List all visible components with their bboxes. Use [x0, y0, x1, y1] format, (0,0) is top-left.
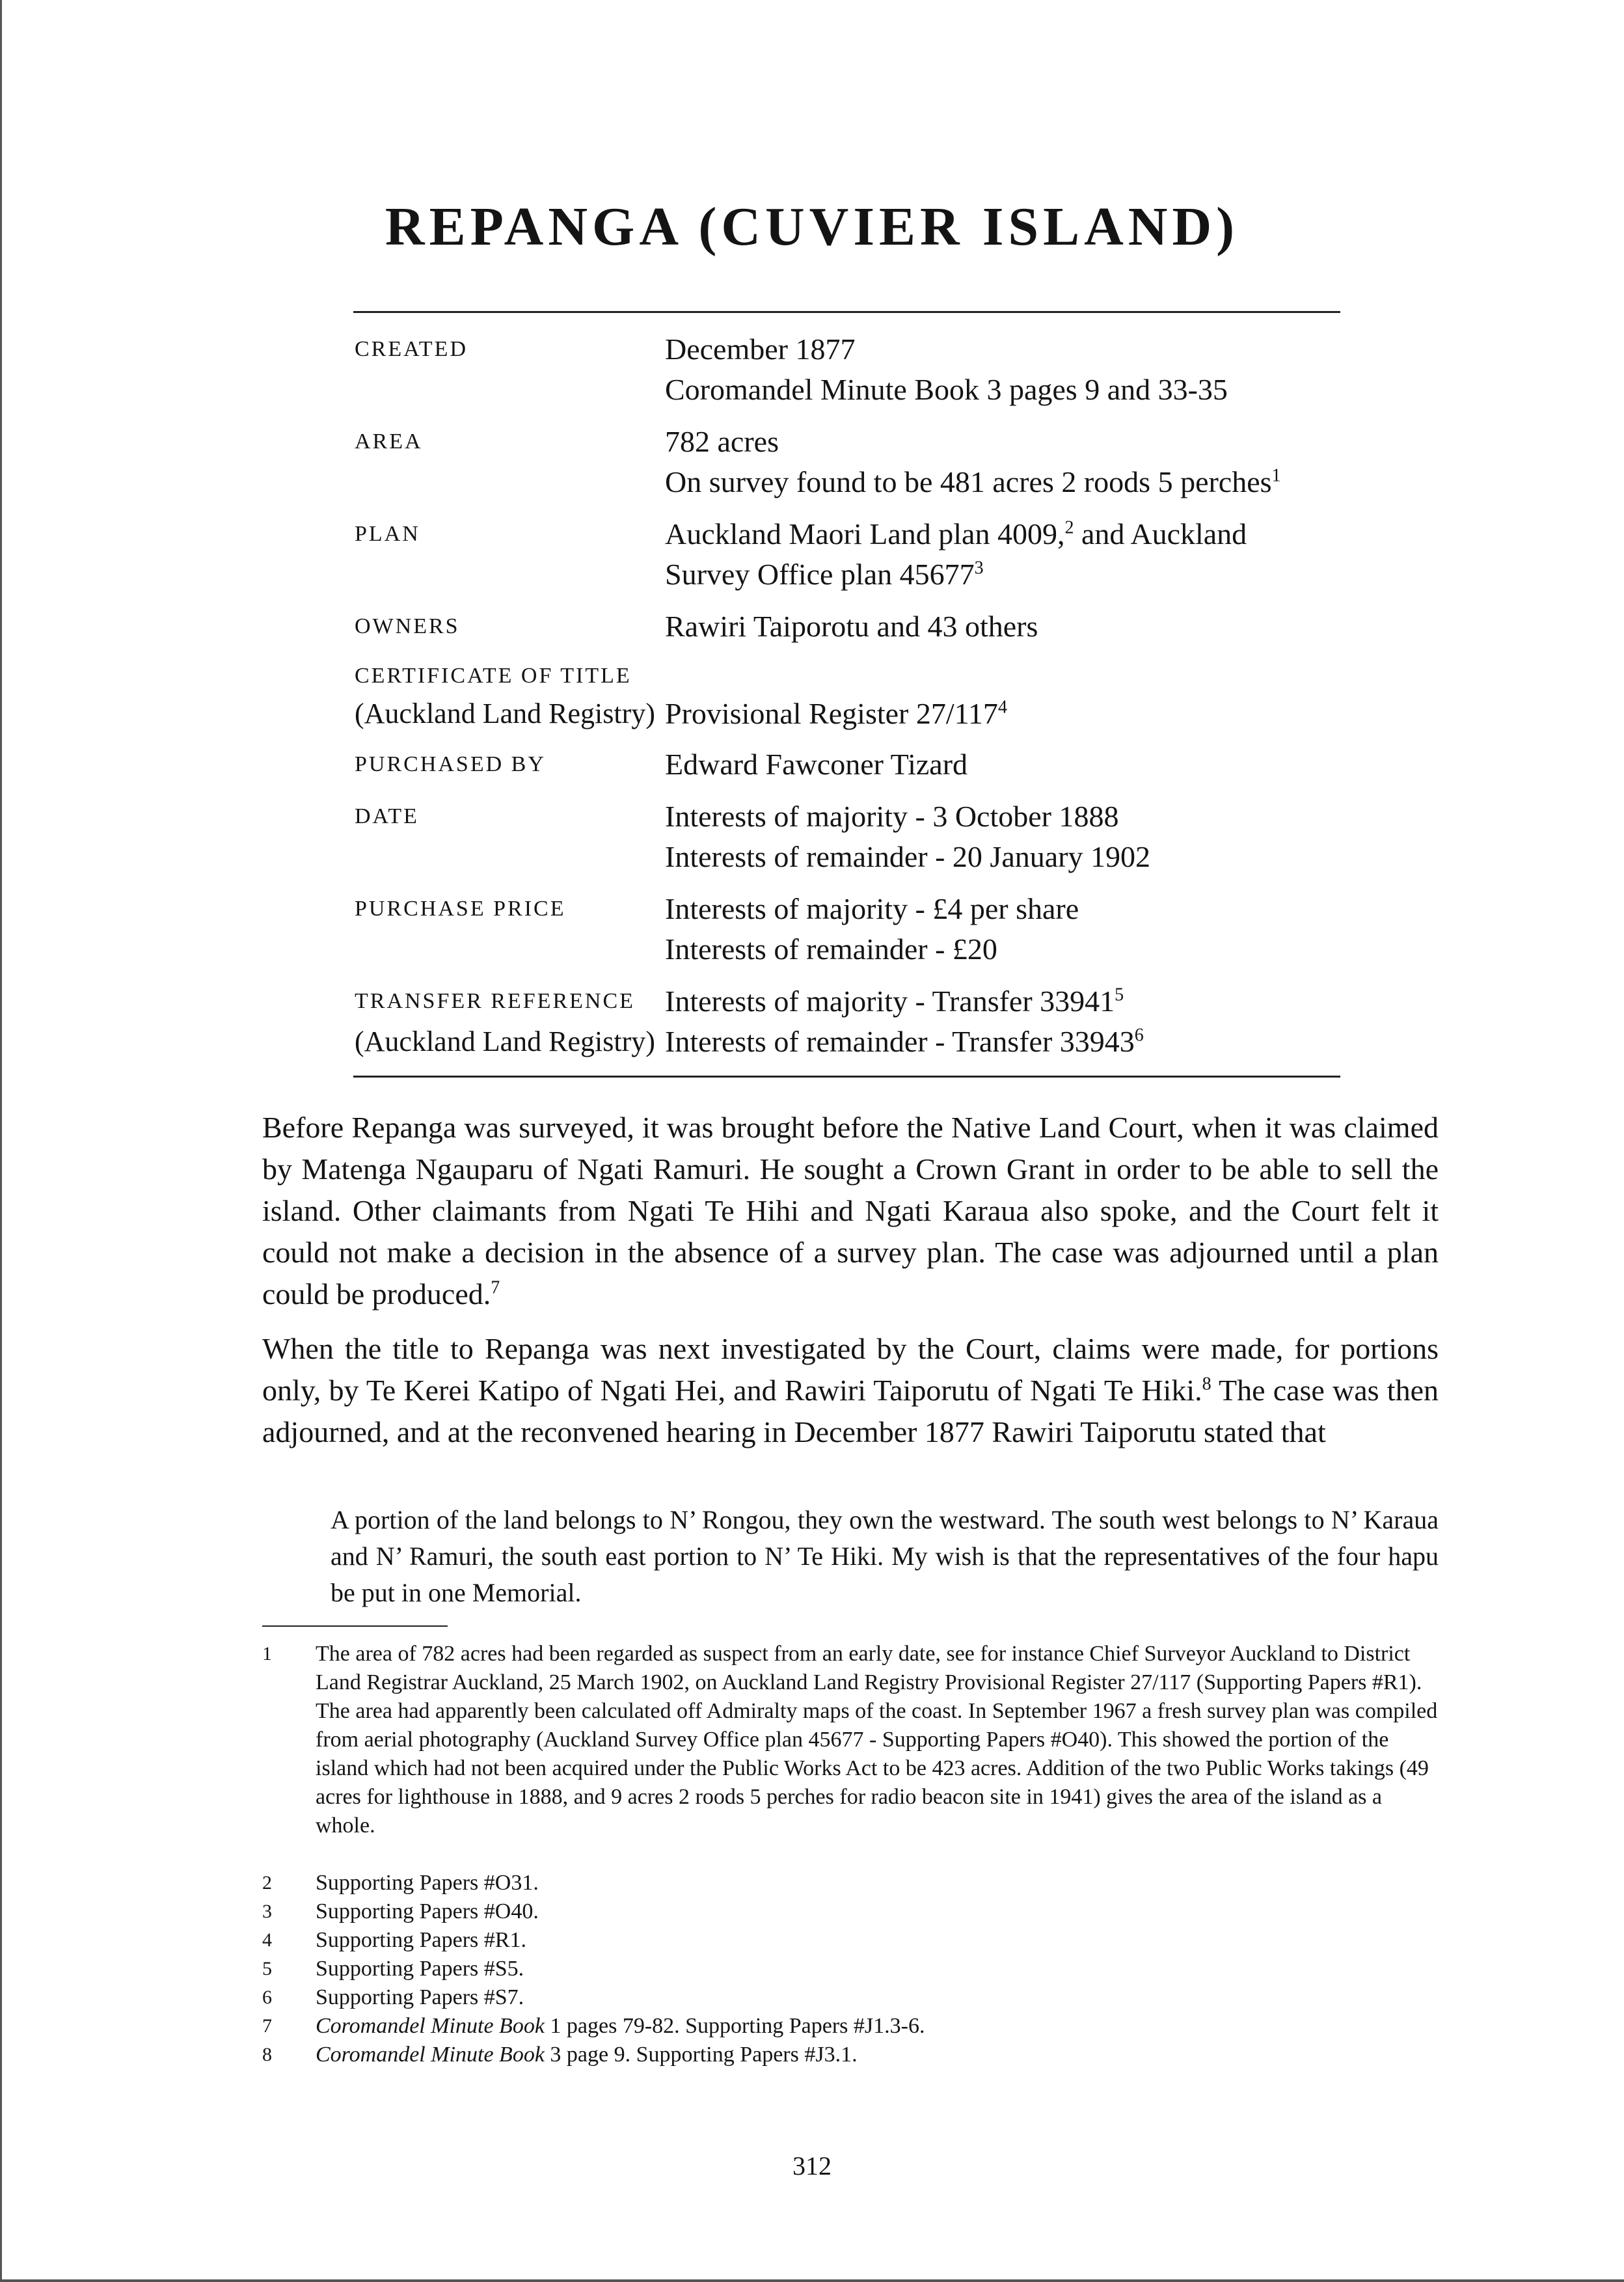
- transfer-value-2: Interests of remainder - Transfer 33943$^6$: [665, 1025, 1144, 1058]
- certificate-value: Provisional Register $27/117^4$: [665, 697, 1007, 730]
- footnote-ref-7: 7: [491, 1277, 500, 1298]
- footnote-ref-5: 5: [1115, 985, 1124, 1005]
- date-value-1: Interests of majority - 3 October 1888: [665, 800, 1119, 833]
- footnote-text: Supporting Papers #R1.: [316, 1928, 526, 1952]
- area-value-2: On survey found to be 481 acres 2 roods 5 perches$^1$: [665, 465, 1281, 498]
- footnote-text: Supporting Papers #O31.: [316, 1871, 539, 1895]
- footnote-text: The area of 782 acres had been regarded as suspect from an early date, see for instance Chief Surveyor Auckland to District Land Registrar Auckland, 25 March 1902, on Auckland Land Registry Provisional Register 27/117 (Supporting Papers #R1). The area had apparently been calculated off Admiralty maps of the coast. In September 1967 a fresh survey plan was compiled from aerial photography (Auckland Survey Office plan 45677 - Supporting Papers #O40). This showed the portion of the island which had not been acquired under the Public Works Act to be 423 acres. Addition of the two Public Works takings (49 acres for lighthouse in 1888, and 9 acres 2 roods 5 perches for radio beacon site in 1941) gives the area of the island as a whole.: [316, 1642, 1438, 1838]
- footnote-number: 4: [262, 1929, 272, 1951]
- footnote-ref-3: 3: [974, 558, 984, 578]
- footnote-1: [262, 1640, 1439, 1869]
- summary-table: [353, 311, 1340, 1078]
- page-title: REPANGA (CUVIER ISLAND): [385, 197, 1239, 257]
- footnote-ref-6: 6: [1134, 1025, 1144, 1046]
- plan-label: PLAN: [355, 522, 420, 546]
- transfer-label: TRANSFER REFERENCE: [355, 989, 635, 1013]
- certificate-label: CERTIFICATE OF TITLE: [355, 664, 632, 688]
- footnote-ref-2: 2: [1064, 517, 1074, 538]
- body-paragraph-2: When the title to Repanga was next investigated by the Court, claims were made, for portions only, by Te Kerei Katipo of Ngati Hei, and Rawiri Taiporutu of Ngati Te Hiki.$^8$ The case was then adjourned, and at the reconvened hearing in December 1877 Rawiri Taiporutu stated that: [262, 1332, 1439, 1448]
- created-label: CREATED: [355, 337, 468, 361]
- purchased-value: Edward Fawconer Tizard: [665, 748, 968, 781]
- footnote-ref-1: 1: [1271, 465, 1281, 486]
- price-label: PURCHASE PRICE: [355, 897, 566, 921]
- footnote-text: Coromandel Minute Book 1 pages 79-82. Supporting Papers #J1.3-6.: [316, 2014, 925, 2038]
- area-label: AREA: [355, 429, 423, 454]
- created-value-1: December 1877: [665, 333, 856, 366]
- footnote-number: 2: [262, 1872, 272, 1894]
- created-value-2: Coromandel Minute Book 3 pages 9 and 33-35: [665, 373, 1228, 406]
- footnote-number: 6: [262, 1987, 272, 2008]
- footnote-ref-8: 8: [1202, 1374, 1211, 1394]
- footnote-number: 5: [262, 1958, 272, 1979]
- plan-value-2: Survey Office plan 45677$^3$: [665, 558, 984, 591]
- left-border: [0, 0, 2, 2282]
- transfer-value-1: Interests of majority - Transfer 33941$^5$: [665, 985, 1124, 1018]
- plan-value-1: Auckland Maori Land plan 4009,$^2$ and Auckland: [665, 517, 1247, 550]
- price-value-1: Interests of majority - £4 per share: [665, 892, 1079, 925]
- date-label: DATE: [355, 804, 419, 828]
- footnote-number: 1: [262, 1643, 272, 1664]
- footnote-text: Coromandel Minute Book 3 page 9. Supporting Papers #J3.1.: [316, 2043, 858, 2067]
- purchased-label: PURCHASED BY: [355, 752, 546, 776]
- footnote-number: 8: [262, 2044, 272, 2065]
- footnote-text: Supporting Papers #S5.: [316, 1957, 524, 1981]
- area-value-1: 782 acres: [665, 425, 779, 458]
- price-value-2: Interests of remainder - £20: [665, 932, 997, 966]
- certificate-sublabel: (Auckland Land Registry): [355, 698, 655, 729]
- bottom-border: [0, 2279, 1624, 2282]
- owners-label: OWNERS: [355, 614, 460, 638]
- footnote-separator: [262, 1625, 448, 1627]
- footnote-text: Supporting Papers #S7.: [316, 1985, 524, 2009]
- body-paragraph-1: Before Repanga was surveyed, it was brought before the Native Land Court, when it was claimed by Matenga Ngauparu of Ngati Ramuri. He sought a Crown Grant in order to be able to sell the island. Other claimants from Ngati Te Hihi and Ngati Karaua also spoke, and the Court felt it could not make a decision in the absence of a survey plan. The case was adjourned until a plan could be produced.$^7$: [262, 1111, 1439, 1311]
- footnote-text: Supporting Papers #O40.: [316, 1899, 539, 1923]
- transfer-sublabel: (Auckland Land Registry): [355, 1026, 655, 1057]
- footnote-number: 3: [262, 1901, 272, 1922]
- date-value-2: Interests of remainder - 20 January 1902: [665, 840, 1150, 873]
- footnote-ref-4: 4: [997, 697, 1007, 718]
- block-quote: A portion of the land belongs to N’ Rongou, they own the westward. The south west belongs to N’ Karaua and N’ Ramuri, the south east portion to N’ Te Hiki. My wish is that the representatives of the four hapu be put in one Memorial.: [331, 1505, 1439, 1607]
- footnote-number: 7: [262, 2015, 272, 2037]
- owners-value: Rawiri Taiporotu and 43 others: [665, 610, 1038, 643]
- page-number: 312: [792, 2151, 832, 2180]
